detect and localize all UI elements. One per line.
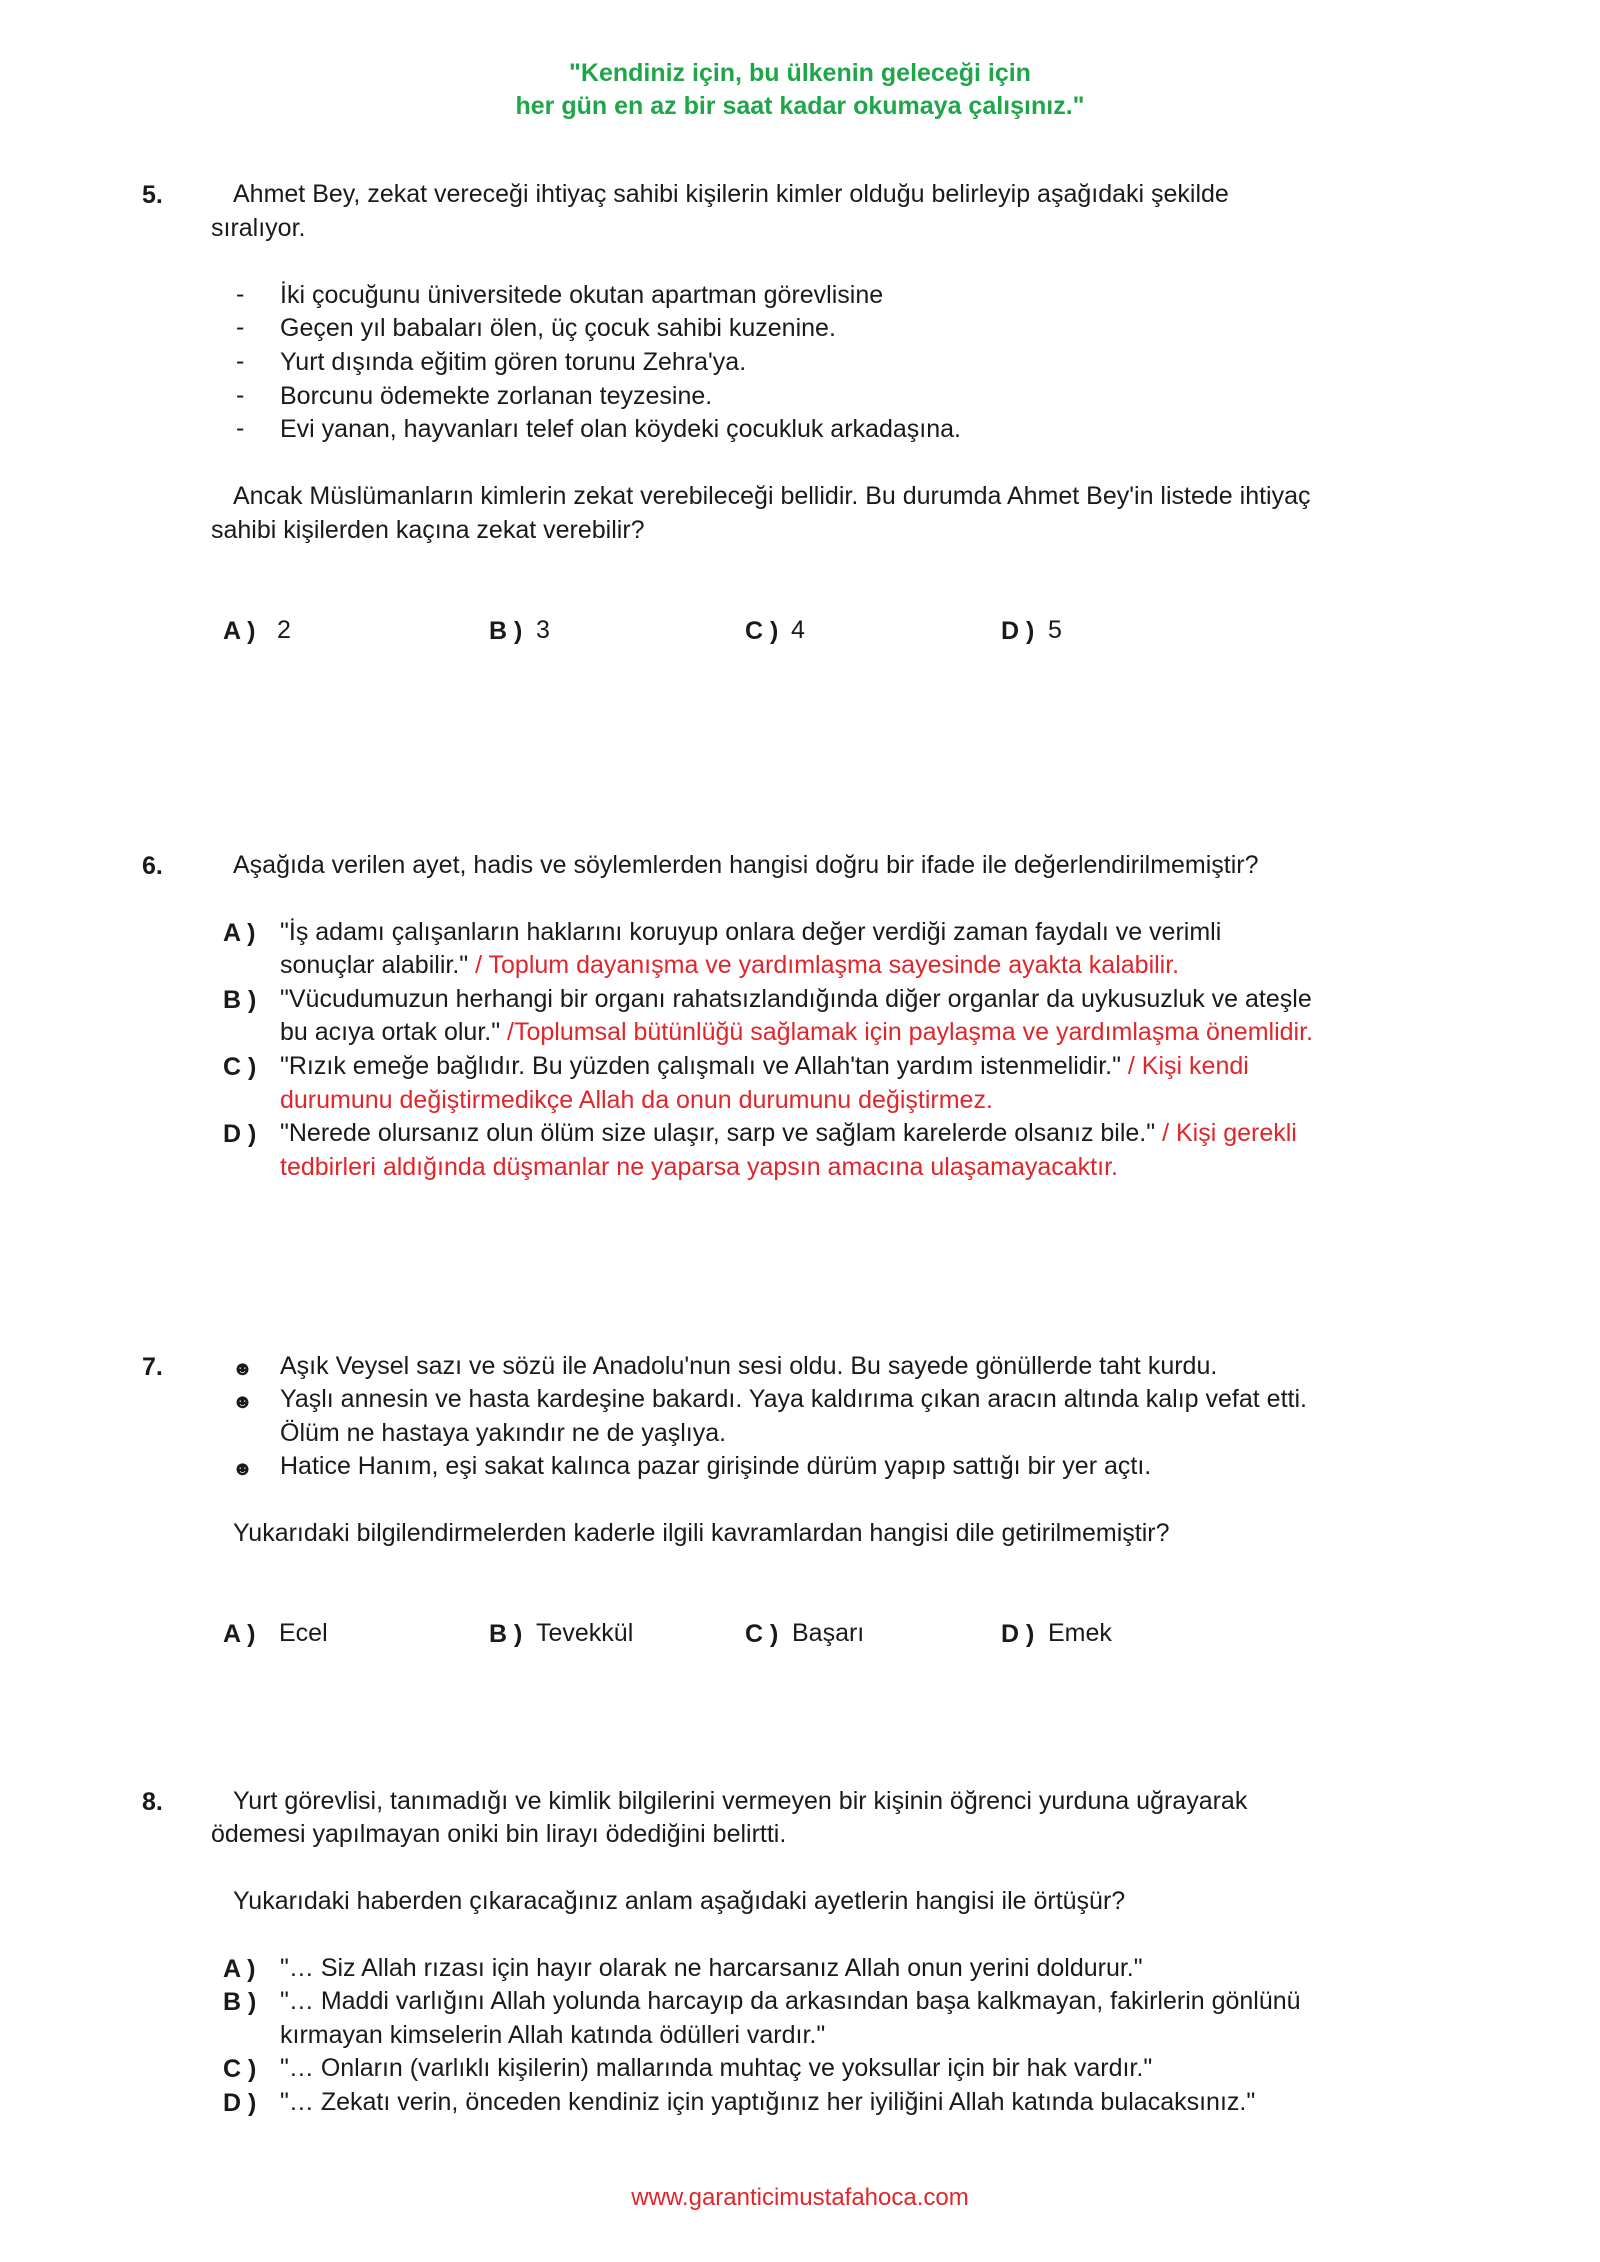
question-5-number: 5. — [142, 181, 163, 209]
list-item: Geçen yıl babaları ölen, üç çocuk sahibi kuzenine. — [280, 314, 836, 342]
smiley-bullet-icon: ☻ — [232, 1358, 254, 1380]
option-text-a[interactable]: "… Siz Allah rızası için hayır olarak ne harcarsanız Allah onun yerini doldurur." — [280, 1954, 1143, 1982]
option-text-c[interactable]: "… Onların (varlıklı kişilerin) mallarında muhtaç ve yoksullar için bir hak vardır." — [280, 2054, 1153, 2082]
option-text-a[interactable]: 2 — [277, 616, 291, 644]
question-5-question-line-2: sahibi kişilerden kaçına zekat verebilir? — [211, 516, 645, 544]
list-item: Hatice Hanım, eşi sakat kalınca pazar girişinde dürüm yapıp sattığı bir yer açtı. — [280, 1452, 1152, 1480]
option-text-b-line-2[interactable]: bu acıya ortak olur." /Toplumsal bütünlüğü sağlamak için paylaşma ve yardımlaşma önemlidir. — [280, 1018, 1313, 1046]
option-text-d[interactable]: "… Zekatı verin, önceden kendiniz için yaptığınız her iyiliğini Allah katında bulacaksınız." — [280, 2088, 1256, 2116]
question-8-number: 8. — [142, 1788, 163, 1816]
option-letter-d[interactable]: D ) — [223, 2089, 257, 2117]
smiley-bullet-icon: ☻ — [232, 1391, 254, 1413]
list-bullet: - — [236, 280, 245, 308]
list-item: Yurt dışında eğitim gören torunu Zehra'ya. — [280, 348, 747, 376]
question-6-number: 6. — [142, 852, 163, 880]
option-text-a-line-2[interactable]: sonuçlar alabilir." / Toplum dayanışma ve yardımlaşma sayesinde ayakta kalabilir. — [280, 951, 1180, 979]
question-7-number: 7. — [142, 1353, 163, 1381]
question-5-intro-line-1: Ahmet Bey, zekat vereceği ihtiyaç sahibi kişilerin kimler olduğu belirleyip aşağıdaki şekilde — [233, 180, 1229, 208]
option-text-b-line-1[interactable]: "… Maddi varlığını Allah yolunda harcayıp da arkasından başa kalkmayan, fakirlerin gönlünü — [280, 1987, 1301, 2015]
question-7-question: Yukarıdaki bilgilendirmelerden kaderle ilgili kavramlardan hangisi dile getirilmemiştir? — [233, 1519, 1170, 1547]
smiley-bullet-icon: ☻ — [232, 1458, 254, 1480]
option-letter-a[interactable]: A ) — [223, 1955, 256, 1983]
option-letter-a[interactable]: A ) — [223, 919, 256, 947]
question-5-question-line-1: Ancak Müslümanların kimlerin zekat verebileceği bellidir. Bu durumda Ahmet Bey'in listede ihtiyaç — [233, 482, 1311, 510]
question-8-intro-line-1: Yurt görevlisi, tanımadığı ve kimlik bilgilerini vermeyen bir kişinin öğrenci yurduna uğrayarak — [233, 1787, 1248, 1815]
option-letter-a[interactable]: A ) — [223, 1620, 256, 1648]
list-bullet: - — [236, 313, 245, 341]
motto-line-2: her gün en az bir saat kadar okumaya çalışınız." — [515, 92, 1085, 120]
option-letter-d[interactable]: D ) — [1001, 617, 1035, 645]
question-8-intro-line-2: ödemesi yapılmayan oniki bin lirayı ödediğini belirtti. — [211, 1820, 787, 1848]
option-letter-b[interactable]: B ) — [223, 986, 257, 1014]
footer-website-link[interactable]: www.garanticimustafahoca.com — [631, 2184, 969, 2211]
option-letter-d[interactable]: D ) — [1001, 1620, 1035, 1648]
question-5-intro-line-2: sıralıyor. — [211, 214, 306, 242]
option-letter-b[interactable]: B ) — [489, 1620, 523, 1648]
option-letter-d[interactable]: D ) — [223, 1120, 257, 1148]
option-text-d[interactable]: 5 — [1048, 616, 1062, 644]
list-bullet: - — [236, 347, 245, 375]
list-item: Aşık Veysel sazı ve sözü ile Anadolu'nun sesi oldu. Bu sayede gönüllerde taht kurdu. — [280, 1352, 1218, 1380]
option-text-a[interactable]: Ecel — [279, 1619, 328, 1647]
option-text-c[interactable]: Başarı — [792, 1619, 865, 1647]
option-letter-b[interactable]: B ) — [223, 1988, 257, 2016]
option-letter-c[interactable]: C ) — [745, 1620, 779, 1648]
motto-line-1: "Kendiniz için, bu ülkenin geleceği için — [569, 59, 1031, 87]
list-bullet: - — [236, 414, 245, 442]
list-item: Borcunu ödemekte zorlanan teyzesine. — [280, 382, 713, 410]
option-text-c-line-2[interactable]: durumunu değiştirmedikçe Allah da onun durumunu değiştirmez. — [280, 1086, 993, 1114]
option-text-a-line-1[interactable]: "İş adamı çalışanların haklarını koruyup onlara değer verdiği zaman faydalı ve verimli — [280, 918, 1222, 946]
option-letter-c[interactable]: C ) — [745, 617, 779, 645]
list-item: Yaşlı annesin ve hasta kardeşine bakardı. Yaya kaldırıma çıkan aracın altında kalıp vefat etti. — [280, 1385, 1307, 1413]
option-letter-c[interactable]: C ) — [223, 2055, 257, 2083]
list-item: Evi yanan, hayvanları telef olan köydeki çocukluk arkadaşına. — [280, 415, 961, 443]
option-text-d-line-1[interactable]: "Nerede olursanız olun ölüm size ulaşır, sarp ve sağlam karelerde olsanız bile." / Kişi gerekli — [280, 1119, 1297, 1147]
option-letter-b[interactable]: B ) — [489, 617, 523, 645]
option-text-b[interactable]: 3 — [536, 616, 550, 644]
list-item: İki çocuğunu üniversitede okutan apartman görevlisine — [280, 281, 884, 309]
question-6-stem: Aşağıda verilen ayet, hadis ve söylemlerden hangisi doğru bir ifade ile değerlendirilmemiştir? — [233, 851, 1259, 879]
list-bullet: - — [236, 381, 245, 409]
option-text-d-line-2[interactable]: tedbirleri aldığında düşmanlar ne yaparsa yapsın amacına ulaşamayacaktır. — [280, 1153, 1118, 1181]
option-text-c-line-1[interactable]: "Rızık emeğe bağlıdır. Bu yüzden çalışmalı ve Allah'tan yardım istenmelidir." / Kişi kendi — [280, 1052, 1249, 1080]
option-text-b-line-2[interactable]: kırmayan kimselerin Allah katında ödülleri vardır." — [280, 2021, 826, 2049]
option-letter-a[interactable]: A ) — [223, 617, 256, 645]
option-text-b-line-1[interactable]: "Vücudumuzun herhangi bir organı rahatsızlandığında diğer organlar da uykusuzluk ve ateşle — [280, 985, 1312, 1013]
option-text-c[interactable]: 4 — [791, 616, 805, 644]
option-text-d[interactable]: Emek — [1048, 1619, 1112, 1647]
question-8-question: Yukarıdaki haberden çıkaracağınız anlam aşağıdaki ayetlerin hangisi ile örtüşür? — [233, 1887, 1126, 1915]
option-letter-c[interactable]: C ) — [223, 1053, 257, 1081]
option-text-b[interactable]: Tevekkül — [536, 1619, 634, 1647]
list-item-continuation: Ölüm ne hastaya yakındır ne de yaşlıya. — [280, 1419, 727, 1447]
